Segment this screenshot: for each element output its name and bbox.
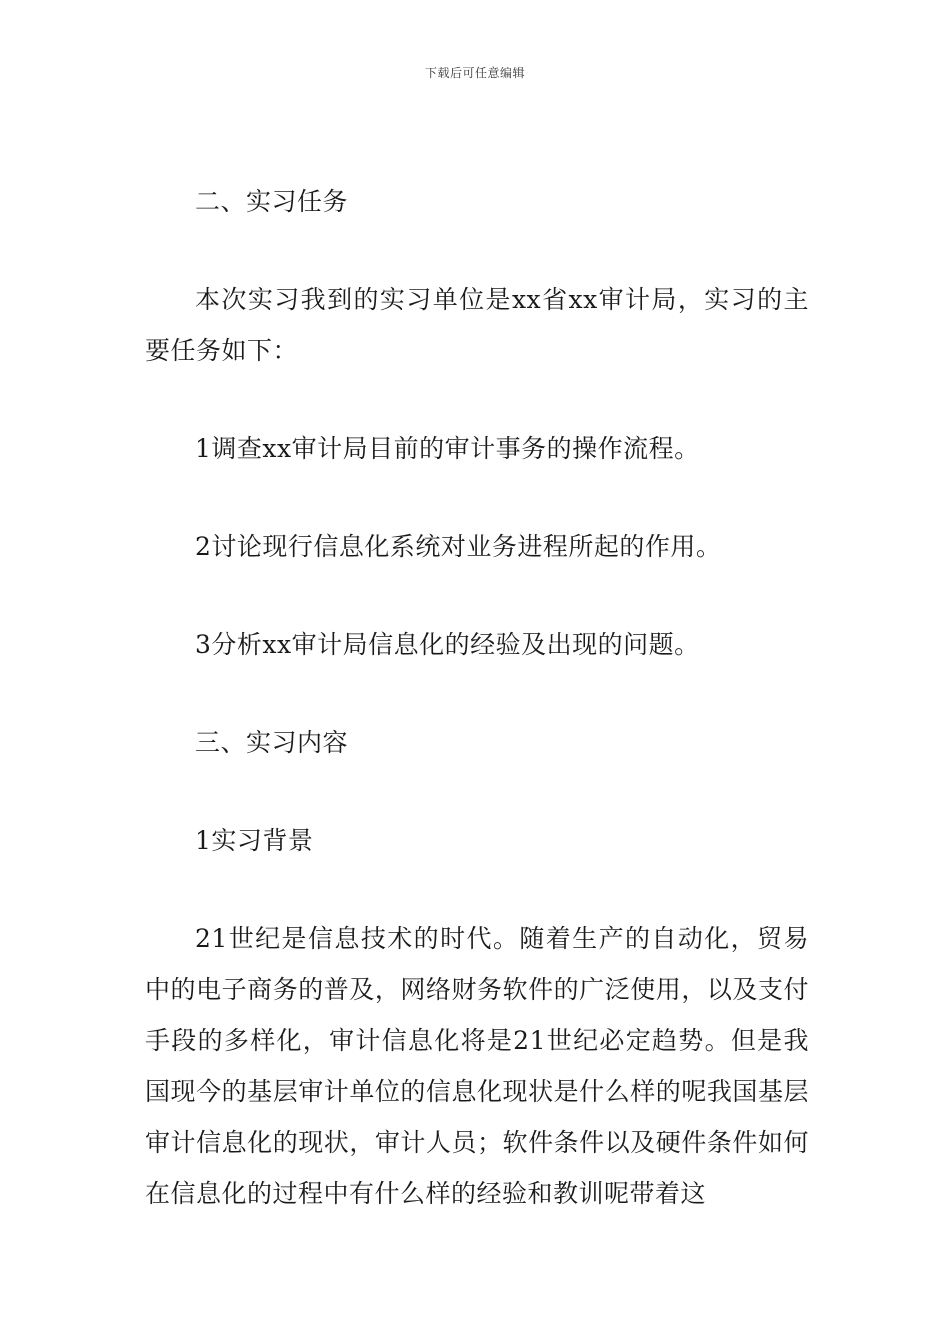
task-item-2: 2讨论现行信息化系统对业务进程所起的作用。 [195,532,722,561]
section-heading-tasks: 二、实习任务 [195,187,349,216]
task-item-3: 3分析xx审计局信息化的经验及出现的问题。 [195,630,700,659]
section-heading-content: 三、实习内容 [195,728,349,757]
task-item-1: 1调查xx审计局目前的审计事务的操作流程。 [195,434,700,463]
paragraph-background: 21世纪是信息技术的时代。随着生产的自动化，贸易中的电子商务的普及，网络财务软件的广泛使用，以及支付手段的多样化，审计信息化将是21世纪必定趋势。但是我国现今的基层审计单位的信息化现状是什么样的呢我国基层审计信息化的现状，审计人员；软件条件以及硬件条件如何在信息化的过程中有什么样的经验和教训呢带着这 [145,924,809,1208]
paragraph-internship-unit: 本次实习我到的实习单位是xx省xx审计局，实习的主要任务如下： [145,285,809,365]
document-body [145,176,809,1219]
subheading-background: 1实习背景 [195,826,314,855]
header-note: 下载后可任意编辑 [424,66,525,80]
